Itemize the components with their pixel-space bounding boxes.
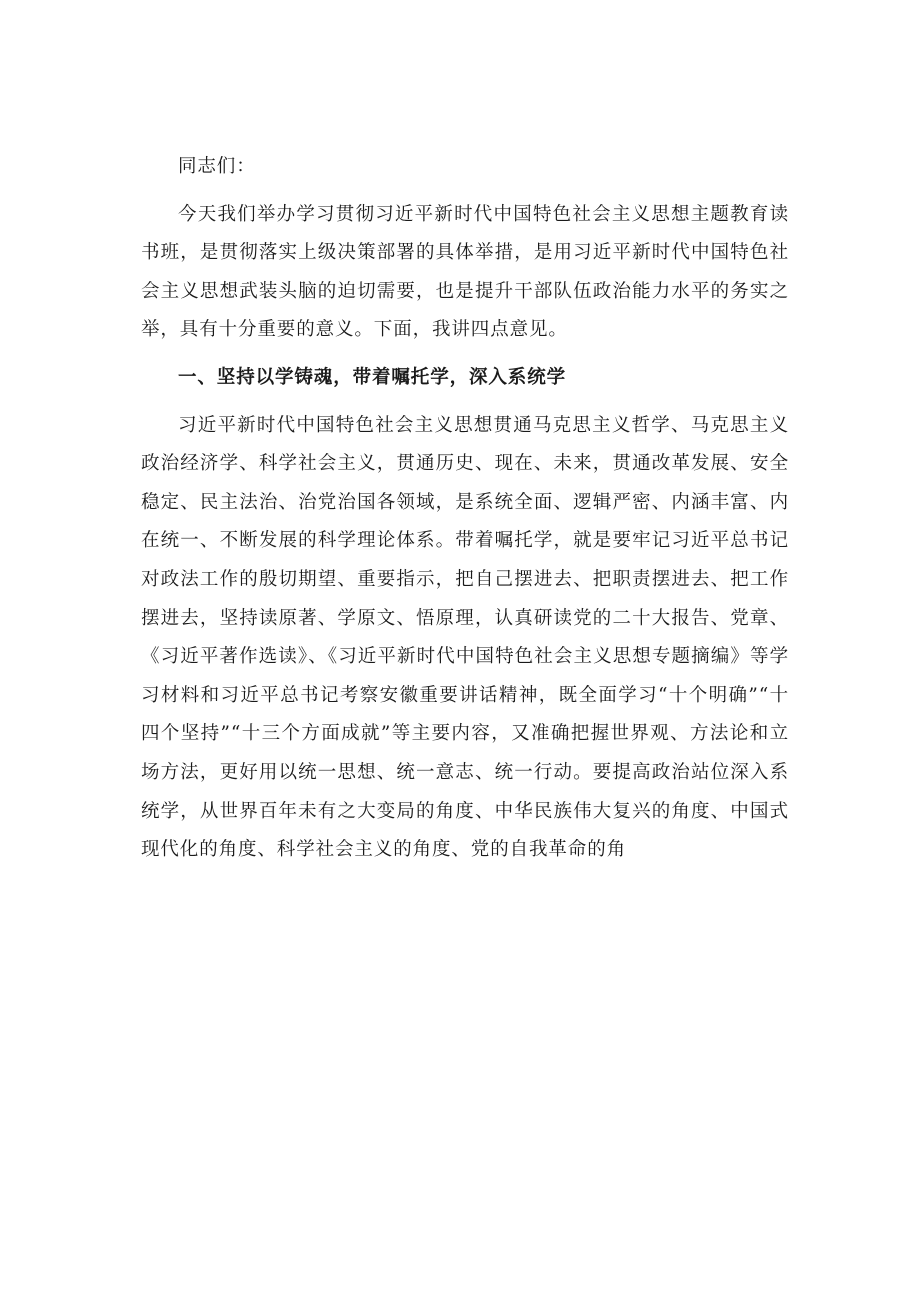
document-page [141,148,789,870]
intro-paragraph: 今天我们举办学习贯彻习近平新时代中国特色社会主义思想主题教育读书班，是贯彻落实上级决策部署的具体举措，是用习近平新时代中国特色社会主义思想武装头脑的迫切需要，也是提升干部队伍政治能力水平的务实之举，具有十分重要的意义。下面，我讲四点意见。 [141,203,789,341]
section-1-body: 习近平新时代中国特色社会主义思想贯通马克思主义哲学、马克思主义政治经济学、科学社会主义，贯通历史、现在、未来，贯通改革发展、安全稳定、民主法治、治党治国各领域，是系统全面、逻辑严密、内涵丰富、内在统一、不断发展的科学理论体系。带着嘱托学，就是要牢记习近平总书记对政法工作的殷切期望、重要指示，把自己摆进去、把职责摆进去、把工作摆进去，坚持读原著、学原文、悟原理，认真研读党的二十大报告、党章、《习近平著作选读》、《习近平新时代中国特色社会主义思想专题摘编》等学习材料和习近平总书记考察安徽重要讲话精神，既全面学习“十个明确”“十四个坚持”“十三个方面成就”等主要内容，又准确把握世界观、方法论和立场方法，更好用以统一思想、统一意志、统一行动。要提高政治站位深入系统学，从世界百年未有之大变局的角度、中华民族伟大复兴的角度、中国式现代化的角度、科学社会主义的角度、党的自我革命的角 [141,414,789,861]
section-1-heading: 一、坚持以学铸魂，带着嘱托学，深入系统学 [178,366,567,388]
salutation: 同志们： [178,156,256,177]
